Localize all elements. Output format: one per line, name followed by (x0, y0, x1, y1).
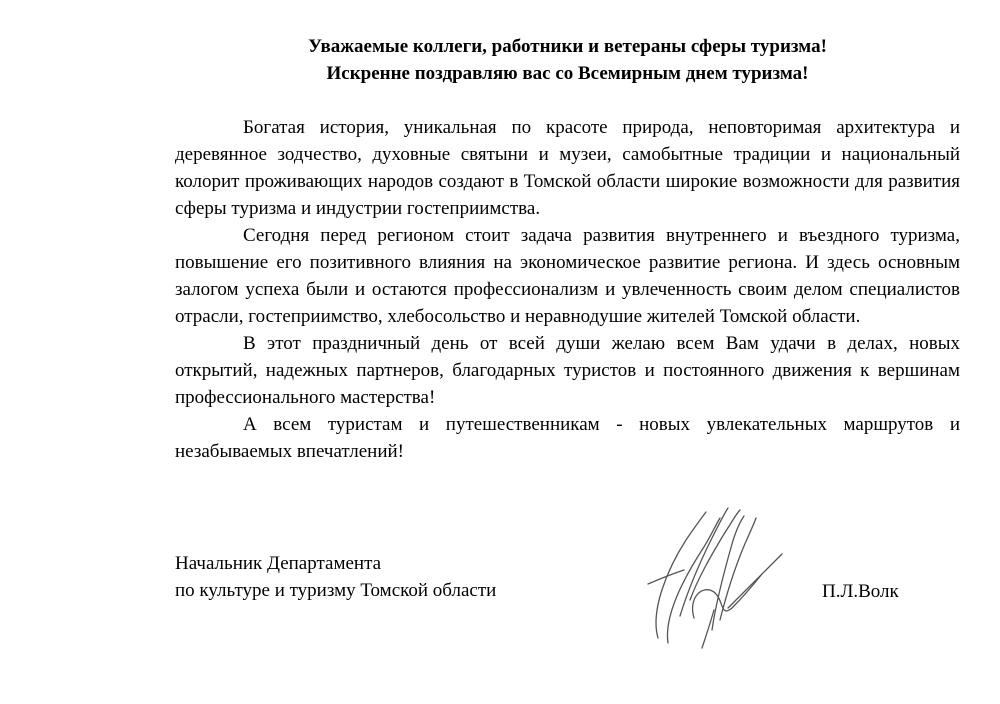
greeting-heading: Уважаемые коллеги, работники и ветераны сферы туризма! (308, 36, 827, 57)
paragraph-wishes: В этот праздничный день от всей души желаю всем Вам удачи в делах, новых открытий, надежных партнеров, благодарных туристов и постоянного движения к вершинам профессионального мастерства! (175, 333, 960, 408)
letter-body (175, 114, 960, 465)
position-line-1: Начальник Департамента (175, 553, 382, 574)
handwritten-signature (628, 498, 793, 653)
paragraph-tourists: А всем туристам и путешественникам - новых увлекательных маршрутов и незабываемых впечатлений! (175, 414, 960, 462)
position-line-2: по культуре и туризму Томской области (175, 580, 497, 601)
signer-name: П.Л.Волк (822, 581, 899, 602)
congratulation-heading: Искренне поздравляю вас со Всемирным днем туризма! (326, 63, 809, 84)
paragraph-tasks: Сегодня перед регионом стоит задача развития внутреннего и въездного туризма, повышение его позитивного влияния на экономическое развитие региона. И здесь основным залогом успеха были и остаются профессионализм и увлеченность своим делом специалистов отрасли, гостеприимство, хлебосольство и неравнодушие жителей Томской области. (175, 225, 960, 327)
signatory-position (175, 550, 595, 604)
paragraph-heritage: Богатая история, уникальная по красоте природа, неповторимая архитектура и деревянное зодчество, духовные святыни и музеи, самобытные традиции и национальный колорит проживающих народов создают в Томской области широкие возможности для развития сферы туризма и индустрии гостеприимства. (175, 117, 960, 219)
